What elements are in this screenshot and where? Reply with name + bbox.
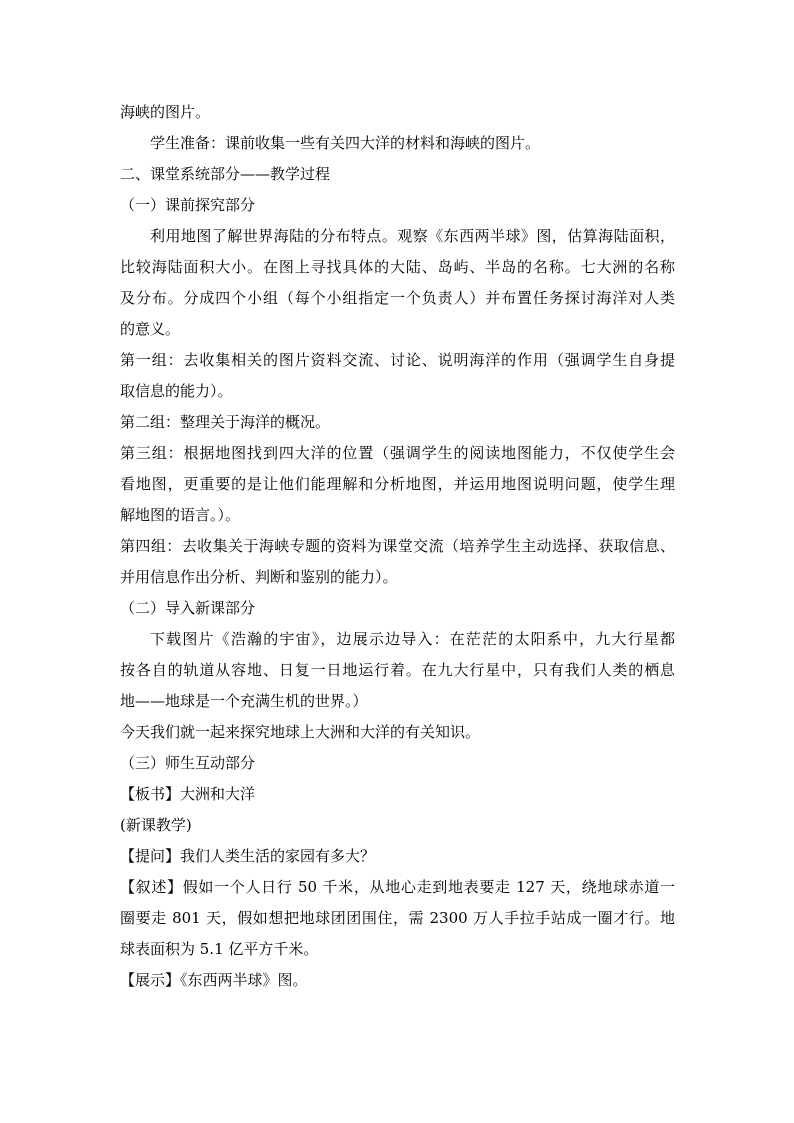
text-line: 比较海陆面积大小。在图上寻找具体的大陆、岛屿、半岛的名称。七大洲的名称 (120, 258, 675, 276)
text-line: 地——地球是一个充满生机的世界。） (120, 692, 368, 710)
text-line: 并用信息作出分析、判断和鉴别的能力）。 (120, 568, 398, 586)
text-line: 【叙述】假如一个人日行 50 千米，从地心走到地表要走 127 天，绕地球赤道一 (120, 878, 675, 896)
text-line: 第四组：去收集关于海峡专题的资料为课堂交流（培养学生主动选择、获取信息、 (120, 537, 675, 555)
text-line: 球表面积为 5.1 亿平方千米。 (120, 940, 319, 958)
text-line: 今天我们就一起来探究地球上大洲和大洋的有关知识。 (120, 723, 481, 741)
text-line: 第二组：整理关于海洋的概况。 (120, 413, 331, 431)
text-line: 利用地图了解世界海陆的分布特点。观察《东西两半球》图，估算海陆面积， (150, 227, 675, 245)
text-line: 【提问】我们人类生活的家园有多大？ (120, 847, 376, 865)
text-line: 解地图的语言。）。 (120, 506, 241, 524)
text-line: 看地图，更重要的是让他们能理解和分析地图，并运用地图说明问题，使学生理 (120, 475, 675, 493)
text-line: 下载图片《浩瀚的宇宙》，边展示边导入：在茫茫的太阳系中，九大行星都 (150, 630, 675, 648)
text-line: 取信息的能力）。 (120, 382, 233, 400)
document-body (120, 97, 675, 996)
text-line: （三）师生互动部分 (120, 754, 256, 772)
text-line: 第三组：根据地图找到四大洋的位置（强调学生的阅读地图能力，不仅使学生会 (120, 444, 675, 462)
text-line: 圈要走 801 天，假如想把地球团团围住，需 2300 万人手拉手站成一圈才行。地 (120, 909, 675, 927)
text-line: 学生准备：课前收集一些有关四大洋的材料和海峡的图片。 (150, 134, 541, 152)
text-line: 按各自的轨道从容地、日复一日地运行着。在九大行星中，只有我们人类的栖息 (120, 661, 675, 679)
text-line: 及分布。分成四个小组（每个小组指定一个负责人）并布置任务探讨海洋对人类 (120, 289, 675, 307)
text-line: 的意义。 (120, 320, 181, 338)
text-line: 二、课堂系统部分——教学过程 (120, 165, 331, 183)
text-line: 【展示】《东西两半球》图。 (120, 971, 308, 989)
text-line: 海峡的图片。 (120, 103, 211, 121)
text-line: （一）课前探究部分 (120, 196, 256, 214)
text-line: (新课教学) (120, 816, 192, 834)
text-line: 【板书】大洲和大洋 (120, 785, 256, 803)
text-line: （二）导入新课部分 (120, 599, 256, 617)
text-line: 第一组：去收集相关的图片资料交流、讨论、说明海洋的作用（强调学生自身提 (120, 351, 675, 369)
